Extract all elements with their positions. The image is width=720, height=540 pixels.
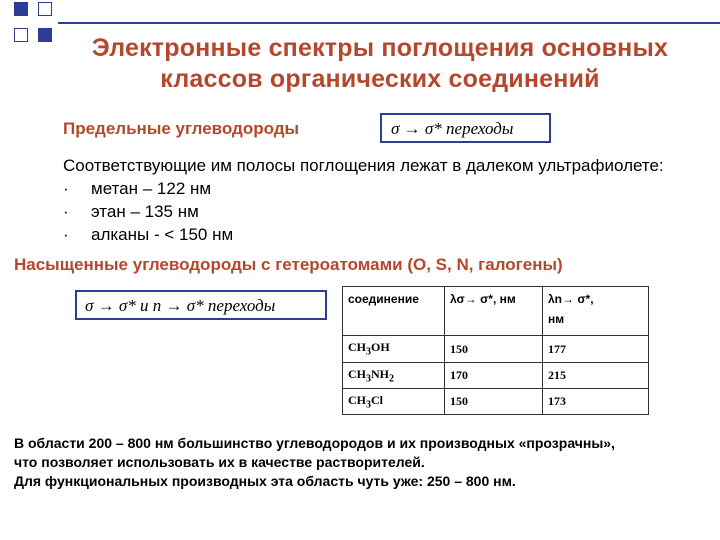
title-line-1: Электронные спектры поглощения основных [91,34,669,62]
sigma-cell: 170 [445,363,543,389]
note-line-2: что позволяет использовать их в качестве растворителей. [14,454,425,470]
header-n-line1: λn→ σ*, [548,292,594,306]
list-item-text: метан – 122 нм [91,179,212,198]
n-cell: 173 [543,389,649,415]
absorption-table [342,286,649,415]
sigma-n-transition-text: σ → σ* и n → σ* переходы [85,296,276,315]
table-row [343,389,649,415]
sigma-n-transition-box [75,290,327,320]
table-header-row [343,287,649,336]
compound-cell: $CH_3OH$ [343,336,445,363]
sigma-transition-text: σ → σ* переходы [391,119,514,138]
absorption-intro: Соответствующие им полосы поглощения лежат в далеком ультрафиолете: [63,156,664,175]
slide-title [40,33,720,95]
transparency-note [14,434,704,491]
header-n-line2: нм [548,312,565,326]
header-sigma: λσ→ σ*, нм [445,287,543,336]
decor-square [14,28,28,42]
note-line-1: В области 200 – 800 нм большинство углеводородов и их производных «прозрачны», [14,435,615,451]
sigma-cell: 150 [445,336,543,363]
bullet: · [63,225,69,244]
decor-square [14,2,28,16]
list-item-text: этан – 135 нм [91,202,199,221]
sigma-transition-box [380,113,551,143]
bullet: · [63,179,69,198]
heteroatom-heading: Насыщенные углеводороды с гетероатомами (O, S, N, галогены) [14,255,563,274]
table-row [343,336,649,363]
sigma-cell: 150 [445,389,543,415]
header-n [543,287,649,336]
table-row [343,363,649,389]
n-cell: 177 [543,336,649,363]
note-line-3: Для функциональных производных эта область чуть уже: 250 – 800 нм. [14,473,516,489]
compound-cell: $CH_3Cl$ [343,389,445,415]
title-line-2: классов органических соединений [160,65,600,93]
compound-cell: $CH_3NH_2$ [343,363,445,389]
list-item-text: алканы - < 150 нм [91,225,234,244]
bullet: · [63,202,69,221]
decor-square [38,2,52,16]
saturated-heading: Предельные углеводороды [63,119,300,138]
header-compound: соединение [343,287,445,336]
top-divider [58,22,720,24]
n-cell: 215 [543,363,649,389]
